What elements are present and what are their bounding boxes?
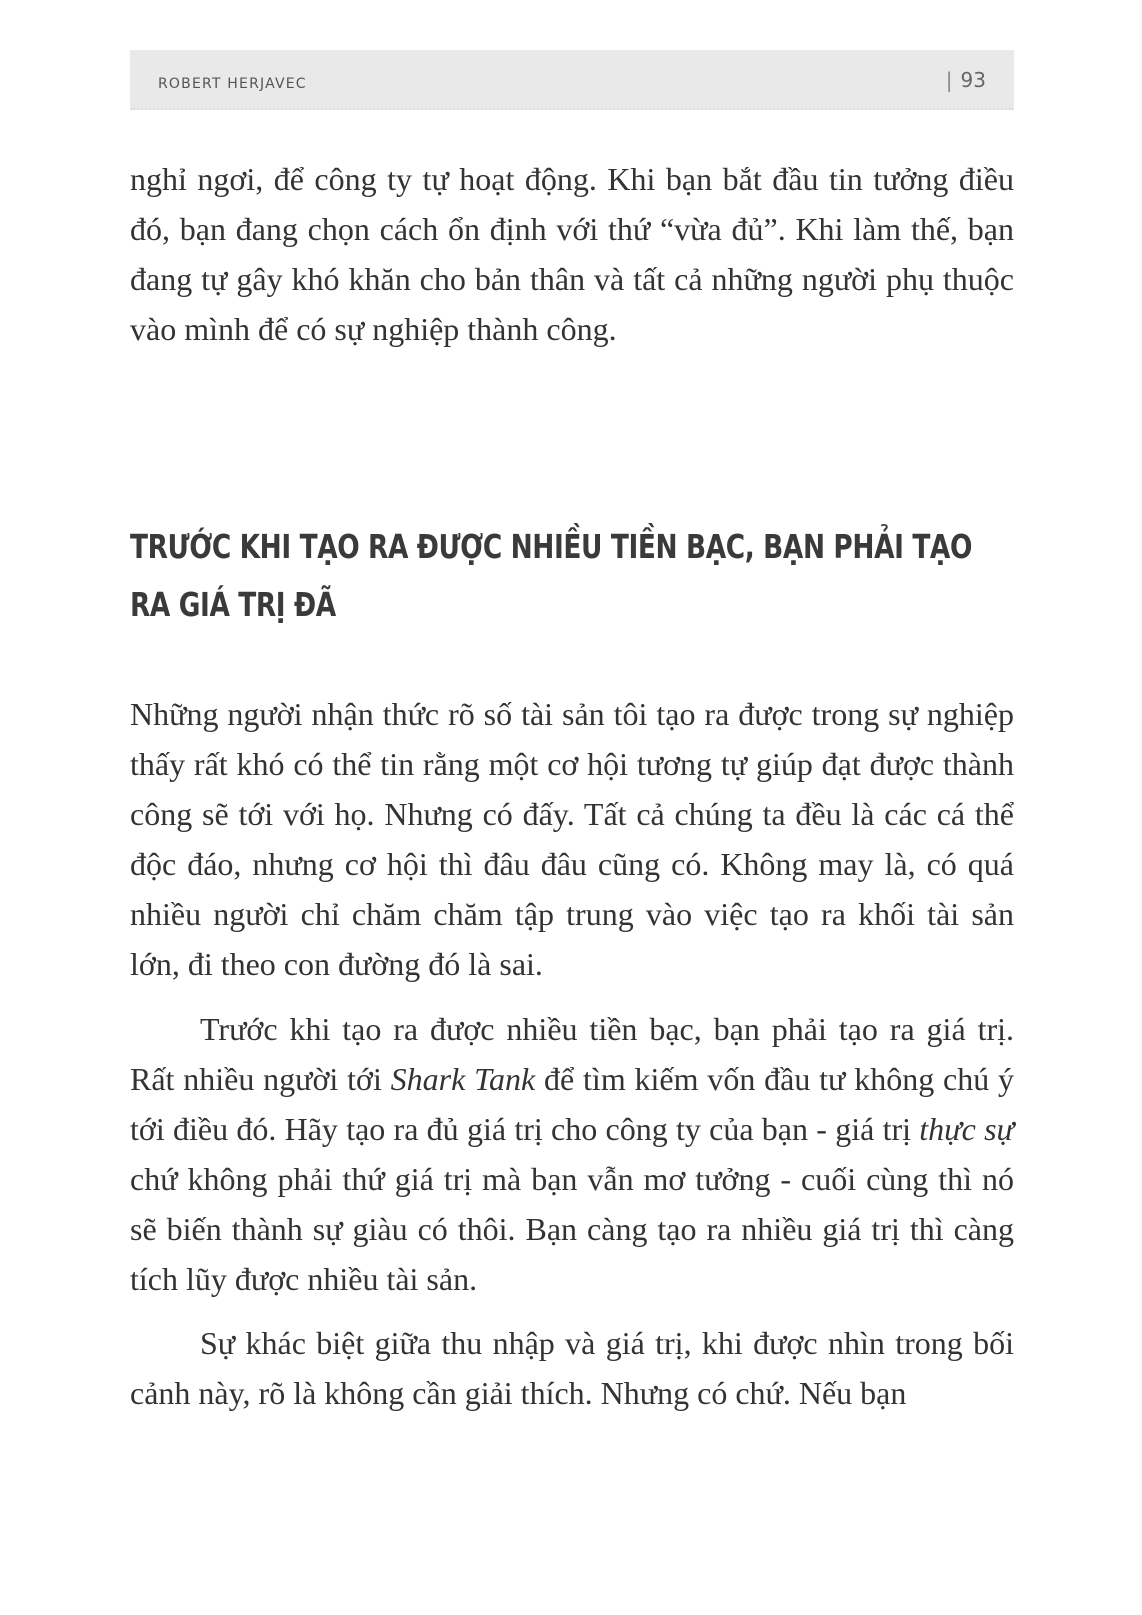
shark-tank-title: Shark Tank — [390, 1061, 536, 1097]
paragraph-value-text-a: Trước khi tạo ra được nhiều tiền bạc, bạn phải tạo ra giá trị. Rất nhiều người tới — [130, 1011, 1014, 1097]
author-name: ROBERT HERJAVEC — [158, 76, 307, 92]
section-heading: TRƯỚC KHI TẠO RA ĐƯỢC NHIỀU TIỀN BẠC, BẠN PHẢI TẠO RA GIÁ TRỊ ĐÃ — [130, 527, 972, 624]
paragraph-value-text-b: để tìm kiếm vốn đầu tư không chú ý tới điều đó. Hãy tạo ra đủ giá trị cho công ty của bạn - giá trị — [130, 1061, 1015, 1147]
emphasis-thuc-su: thực sự — [919, 1111, 1015, 1147]
paragraph-intro: Những người nhận thức rõ số tài sản tôi tạo ra được trong sự nghiệp thấy rất khó có thể tin rằng một cơ hội tương tự giúp đạt được thành công sẽ tới với họ. Nhưng có đấy. Tất cả chúng ta đều là các cá thể độc đáo, nhưng cơ hội thì đâu đâu cũng có. Không may là, có quá nhiều người chỉ chăm chăm tập trung vào việc tạo ra khối tài sản lớn, đi theo con đường đó là sai. — [130, 696, 1014, 982]
paragraph-value — [130, 1004, 1014, 1304]
paragraph-continuation: nghỉ ngơi, để công ty tự hoạt động. Khi bạn bắt đầu tin tưởng điều đó, bạn đang chọn cách ổn định với thứ “vừa đủ”. Khi làm thế, bạn đang tự gây khó khăn cho bản thân và tất cả những người phụ thuộc vào mình để có sự nghiệp thành công. — [130, 161, 1014, 347]
paragraph-value-text-c: chứ không phải thứ giá trị mà bạn vẫn mơ tưởng - cuối cùng thì nó sẽ biến thành sự giàu có thôi. Bạn càng tạo ra nhiều giá trị thì càng tích lũy được nhiều tài sản. — [130, 1161, 1014, 1297]
page-number-separator: | — [945, 68, 953, 92]
page-number-block — [946, 68, 986, 92]
paragraph-income-vs-value: Sự khác biệt giữa thu nhập và giá trị, khi được nhìn trong bối cảnh này, rõ là không cần giải thích. Nhưng có chứ. Nếu bạn — [130, 1325, 1014, 1411]
running-header — [130, 50, 1014, 110]
page-number: 93 — [960, 68, 986, 92]
